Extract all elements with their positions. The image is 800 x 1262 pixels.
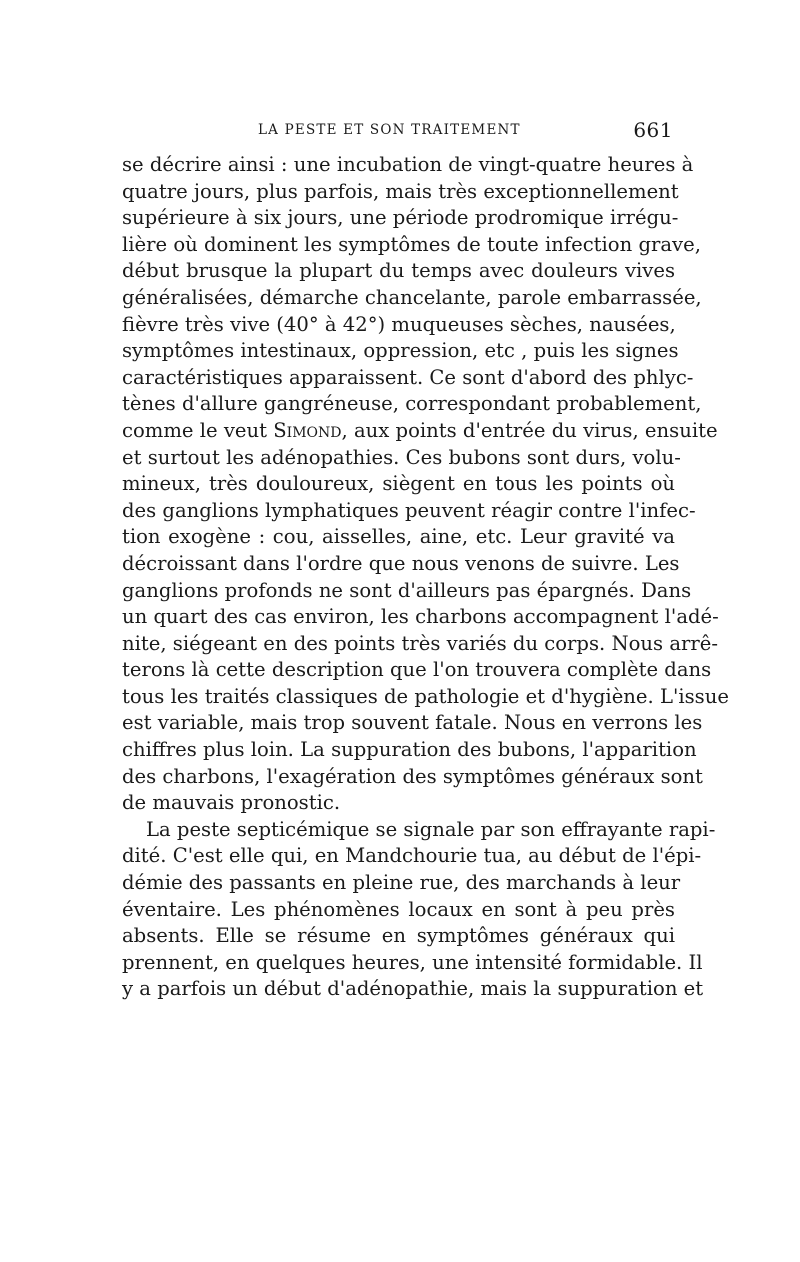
- text-line: de mauvais pronostic.: [122, 791, 341, 815]
- text-line: généralisées, démarche chancelante, parole embarrassée,: [122, 285, 702, 309]
- text-line: démie des passants en pleine rue, des marchands à leur: [122, 871, 681, 895]
- text-line: début brusque la plupart du temps avec douleurs vives: [122, 259, 675, 283]
- text-line: est variable, mais trop souvent fatale. Nous en verrons les: [122, 711, 703, 735]
- text-line: chiffres plus loin. La suppuration des bubons, l'apparition: [122, 738, 697, 762]
- text-line: mineux, très douloureux, siègent en tous les points où: [122, 472, 675, 496]
- text-line: dité. C'est elle qui, en Mandchourie tua, au début de l'épi-: [122, 844, 702, 868]
- text-line: tion exogène : cou, aisselles, aine, etc. Leur gravité va: [122, 525, 675, 549]
- text-line: tènes d'allure gangréneuse, correspondant probablement,: [122, 392, 702, 416]
- text-line: décroissant dans l'ordre que nous venons de suivre. Les: [122, 551, 680, 575]
- page-header: [258, 118, 673, 148]
- text-line: quatre jours, plus parfois, mais très exceptionnellement: [122, 179, 679, 203]
- text-line: absents. Elle se résume en symptômes généraux qui: [122, 924, 675, 948]
- text-line: se décrire ainsi : une incubation de vingt-quatre heures à: [122, 153, 694, 176]
- text-line: et surtout les adénopathies. Ces bubons sont durs, volu-: [122, 445, 681, 469]
- text-line: fièvre très vive (40° à 42°) muqueuses sèches, nausées,: [122, 312, 676, 336]
- text-line: supérieure à six jours, une période prodromique irrégu-: [122, 206, 679, 230]
- text-line: éventaire. Les phénomènes locaux en sont à peu près: [122, 897, 675, 921]
- text-line: La peste septicémique se signale par son effrayante rapi-: [146, 817, 716, 841]
- text-line: prennent, en quelques heures, une intensité formidable. Il: [122, 950, 703, 974]
- text-line: un quart des cas environ, les charbons accompagnent l'adé-: [122, 605, 719, 629]
- text-line: comme le veut Simond, aux points d'entrée du virus, ensuite: [122, 418, 718, 442]
- page-number: 661: [633, 118, 673, 142]
- running-title: LA PESTE ET SON TRAITEMENT: [258, 122, 521, 138]
- body-text: [122, 152, 729, 1003]
- text-line: nite, siégeant en des points très variés du corps. Nous arrê-: [122, 631, 718, 655]
- text-line: des charbons, l'exagération des symptômes généraux sont: [122, 764, 703, 788]
- text-line: des ganglions lymphatiques peuvent réagir contre l'infec-: [122, 498, 696, 522]
- author-name: Simond: [273, 418, 342, 442]
- text-line: tous les traités classiques de pathologie et d'hygiène. L'issue: [122, 684, 729, 708]
- text-line: y a parfois un début d'adénopathie, mais la suppuration et: [122, 977, 704, 1001]
- text-line: symptômes intestinaux, oppression, etc , puis les signes: [122, 339, 679, 363]
- text-line: lière où dominent les symptômes de toute infection grave,: [122, 232, 701, 256]
- text-line: caractéristiques apparaissent. Ce sont d'abord des phlyc-: [122, 365, 694, 389]
- text-line: ganglions profonds ne sont d'ailleurs pas épargnés. Dans: [122, 578, 692, 602]
- text-line: terons là cette description que l'on trouvera complète dans: [122, 658, 712, 682]
